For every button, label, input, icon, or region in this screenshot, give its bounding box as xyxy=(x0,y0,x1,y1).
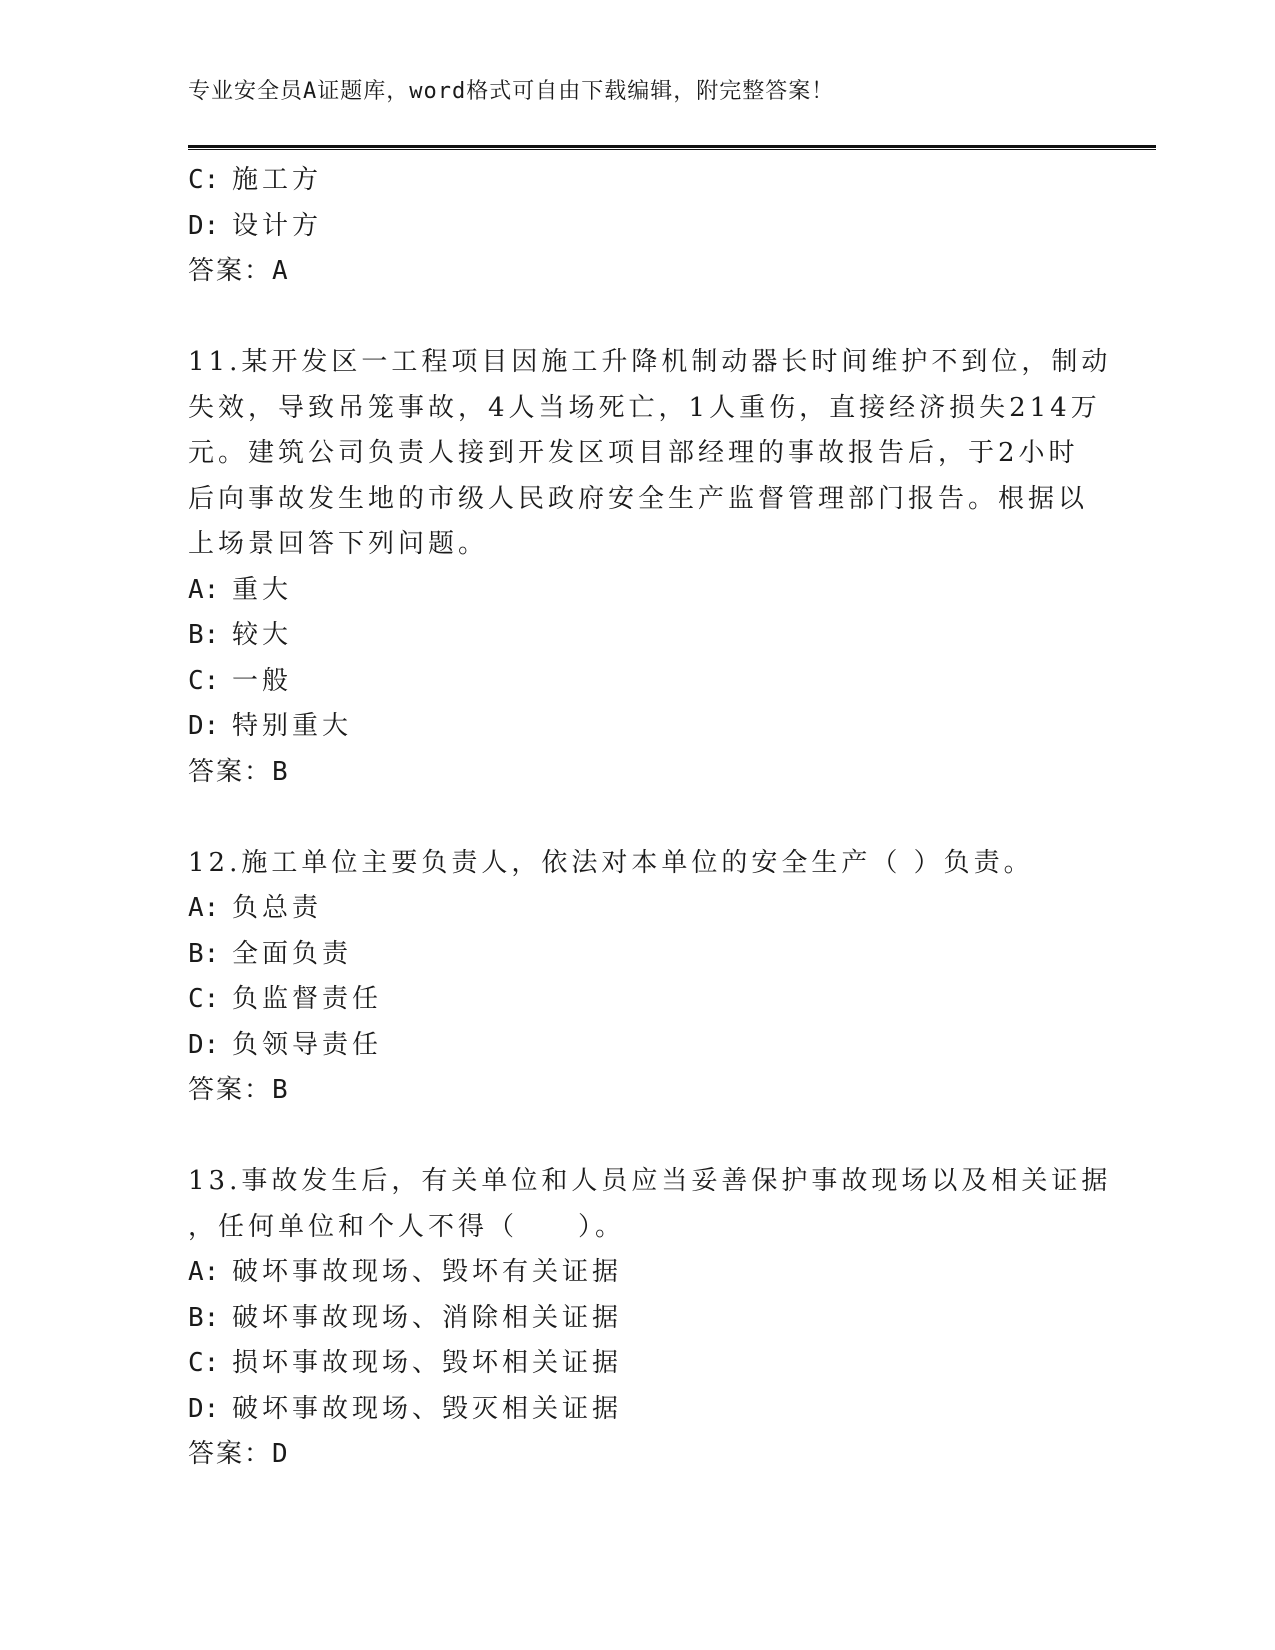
option-label: B: xyxy=(188,1302,220,1333)
option-label: D: xyxy=(188,210,220,241)
option-text: 施工方 xyxy=(232,165,323,195)
answer-line xyxy=(188,1068,1088,1114)
answer-value: D xyxy=(272,1439,290,1469)
option-text: 破坏事故现场、消除相关证据 xyxy=(232,1302,623,1333)
option-line xyxy=(188,886,1088,932)
page-header: 专业安全员A证题库，word格式可自由下载编辑，附完整答案！ xyxy=(188,79,835,104)
option-line xyxy=(188,659,1088,705)
option-label: D: xyxy=(188,1029,220,1060)
option-text: 负监督责任 xyxy=(232,984,383,1014)
option-line xyxy=(188,704,1088,750)
option-label: B: xyxy=(188,938,220,969)
option-label: D: xyxy=(188,711,220,741)
question-13 xyxy=(188,1159,1112,1478)
option-text: 负领导责任 xyxy=(232,1029,383,1060)
option-line xyxy=(188,204,1088,250)
option-text: 损坏事故现场、毁坏相关证据 xyxy=(232,1348,623,1378)
option-line xyxy=(188,1296,1088,1342)
question-12 xyxy=(188,841,1088,1114)
option-label: C: xyxy=(188,165,220,195)
option-label: C: xyxy=(188,984,220,1014)
answer-label: 答案： xyxy=(188,1439,273,1469)
question-stem-line: 元。建筑公司负责人接到开发区项目部经理的事故报告后，于2小时 xyxy=(188,438,1079,468)
option-text: 负总责 xyxy=(232,893,323,923)
option-line xyxy=(188,613,1088,659)
option-text: 较大 xyxy=(232,620,293,650)
question-stem-line: 后向事故发生地的市级人民政府安全生产监督管理部门报告。根据以 xyxy=(188,483,1089,514)
option-label: B: xyxy=(188,620,220,650)
option-line xyxy=(188,932,1088,978)
answer-value: A xyxy=(272,256,290,286)
option-label: D: xyxy=(188,1393,220,1424)
answer-line xyxy=(188,1432,1088,1478)
spacer xyxy=(188,1114,1088,1160)
question-stem-line: ，任何单位和个人不得（ ）。 xyxy=(188,1211,626,1242)
answer-value: B xyxy=(272,1075,290,1105)
spacer xyxy=(188,295,1088,341)
option-text: 特别重大 xyxy=(232,711,353,741)
option-label: C: xyxy=(188,1348,220,1378)
header-divider xyxy=(188,145,1156,150)
option-line xyxy=(188,158,1088,204)
question-11 xyxy=(188,340,1112,795)
answer-label: 答案： xyxy=(188,756,273,787)
option-text: 一般 xyxy=(232,665,293,696)
option-text: 重大 xyxy=(232,574,293,605)
option-line xyxy=(188,1023,1088,1069)
option-label: A: xyxy=(188,893,220,923)
option-line xyxy=(188,568,1088,614)
answer-value: B xyxy=(272,756,290,787)
option-line xyxy=(188,1341,1088,1387)
spacer xyxy=(188,795,1088,841)
option-line xyxy=(188,1250,1088,1296)
answer-label: 答案： xyxy=(188,256,273,286)
question-stem-line: 13.事故发生后，有关单位和人员应当妥善保护事故现场以及相关证据 xyxy=(188,1166,1112,1196)
question-content xyxy=(188,158,1112,1478)
option-text: 设计方 xyxy=(232,210,323,241)
question-stem-line: 失效，导致吊笼事故，4人当场死亡，1人重伤，直接经济损失214万 xyxy=(188,392,1101,423)
option-line xyxy=(188,1387,1088,1433)
option-label: A: xyxy=(188,574,220,605)
option-text: 破坏事故现场、毁灭相关证据 xyxy=(232,1393,623,1424)
answer-label: 答案： xyxy=(188,1075,273,1105)
option-text: 破坏事故现场、毁坏有关证据 xyxy=(232,1257,623,1287)
question-stem-line: 11.某开发区一工程项目因施工升降机制动器长时间维护不到位，制动 xyxy=(188,347,1112,377)
question-stem-line: 12.施工单位主要负责人，依法对本单位的安全生产（ ）负责。 xyxy=(188,847,1034,878)
option-line xyxy=(188,977,1088,1023)
option-text: 全面负责 xyxy=(232,938,353,969)
option-label: A: xyxy=(188,1257,220,1287)
question-stem-line: 上场景回答下列问题。 xyxy=(188,529,489,559)
answer-line xyxy=(188,750,1088,796)
option-label: C: xyxy=(188,665,220,696)
answer-line xyxy=(188,249,1088,295)
